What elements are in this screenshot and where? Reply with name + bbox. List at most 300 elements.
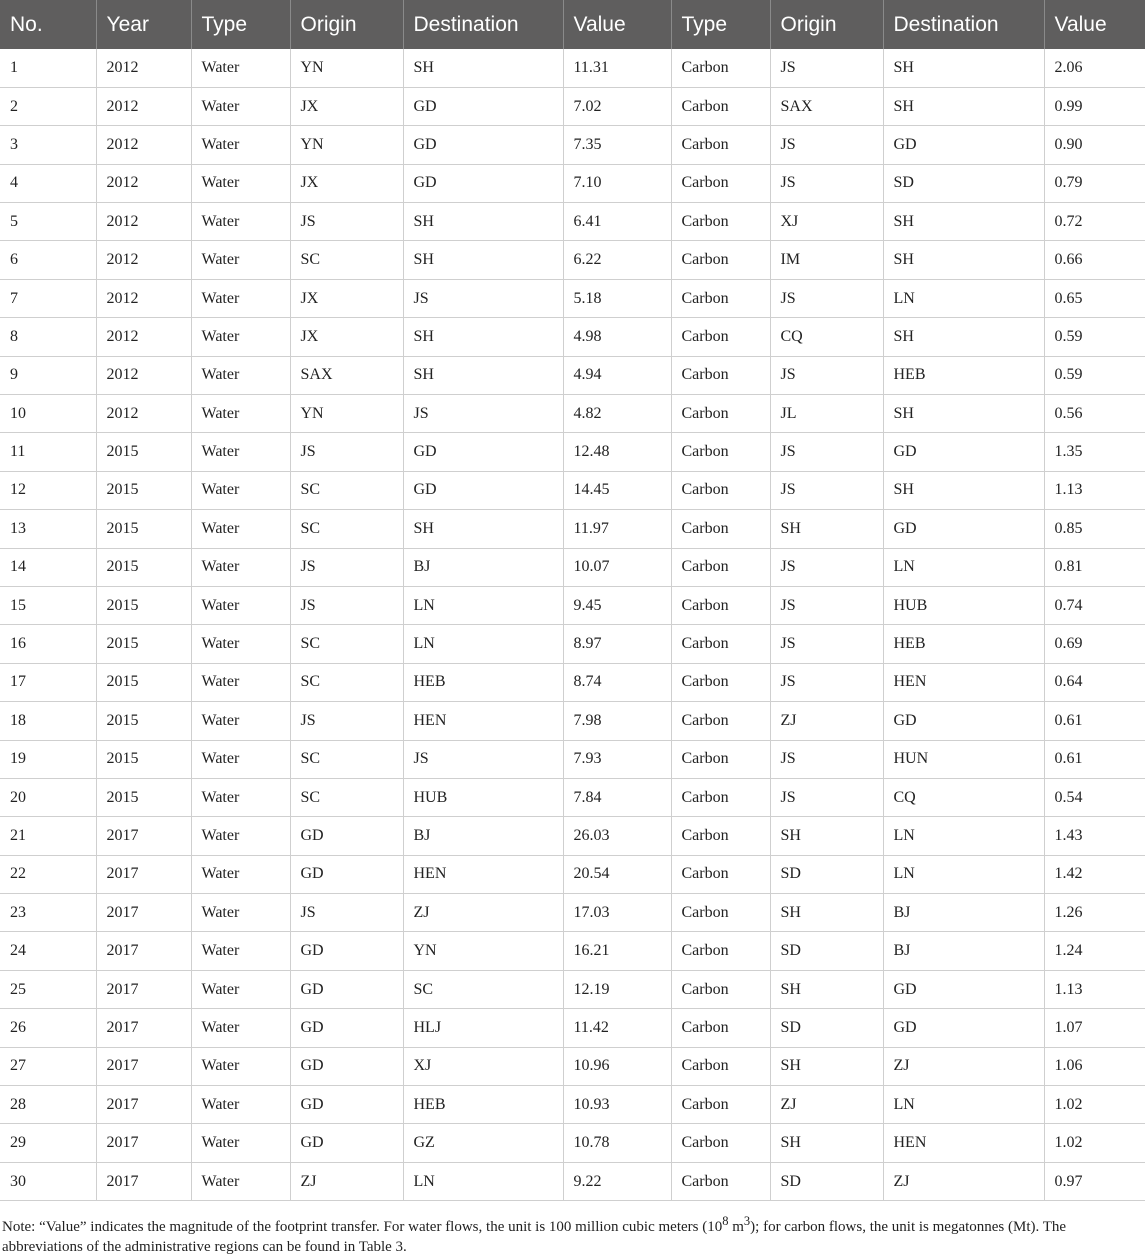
table-cell: 11.31 bbox=[563, 49, 671, 87]
table-cell: ZJ bbox=[403, 894, 563, 932]
table-cell: 10.07 bbox=[563, 548, 671, 586]
table-cell: 0.97 bbox=[1044, 1162, 1145, 1200]
table-cell: 25 bbox=[0, 970, 96, 1008]
table-cell: 19 bbox=[0, 740, 96, 778]
column-header: Destination bbox=[403, 0, 563, 49]
table-cell: 1.24 bbox=[1044, 932, 1145, 970]
table-cell: BJ bbox=[403, 548, 563, 586]
table-cell: Carbon bbox=[671, 817, 770, 855]
table-cell: SH bbox=[403, 318, 563, 356]
table-cell: Water bbox=[191, 740, 290, 778]
table-cell: 4.82 bbox=[563, 395, 671, 433]
table-row bbox=[0, 395, 1145, 433]
table-cell: 8.74 bbox=[563, 663, 671, 701]
table-cell: GD bbox=[290, 932, 403, 970]
table-cell: 7.35 bbox=[563, 126, 671, 164]
table-row bbox=[0, 817, 1145, 855]
table-cell: 2017 bbox=[96, 1047, 191, 1085]
table-cell: 5 bbox=[0, 203, 96, 241]
table-cell: GD bbox=[403, 471, 563, 509]
table-row bbox=[0, 1162, 1145, 1200]
table-cell: 0.64 bbox=[1044, 663, 1145, 701]
table-row bbox=[0, 1009, 1145, 1047]
table-cell: 2015 bbox=[96, 663, 191, 701]
table-cell: SH bbox=[403, 510, 563, 548]
table-cell: Water bbox=[191, 855, 290, 893]
table-cell: GD bbox=[883, 126, 1044, 164]
table-cell: Water bbox=[191, 586, 290, 624]
table-cell: Water bbox=[191, 126, 290, 164]
table-cell: Water bbox=[191, 241, 290, 279]
table-cell: 2012 bbox=[96, 49, 191, 87]
table-cell: Water bbox=[191, 548, 290, 586]
table-cell: JS bbox=[770, 433, 883, 471]
table-cell: 2 bbox=[0, 87, 96, 125]
table-cell: LN bbox=[403, 625, 563, 663]
table-cell: 7.84 bbox=[563, 778, 671, 816]
table-cell: SH bbox=[403, 241, 563, 279]
table-cell: 2015 bbox=[96, 471, 191, 509]
table-cell: SH bbox=[770, 510, 883, 548]
table-cell: 0.65 bbox=[1044, 279, 1145, 317]
table-cell: Water bbox=[191, 510, 290, 548]
table-cell: SH bbox=[883, 49, 1044, 87]
table-note bbox=[0, 1201, 1145, 1257]
table-row bbox=[0, 586, 1145, 624]
table-cell: 26 bbox=[0, 1009, 96, 1047]
table-cell: 1.07 bbox=[1044, 1009, 1145, 1047]
table-row bbox=[0, 87, 1145, 125]
table-cell: HEB bbox=[883, 356, 1044, 394]
table-cell: Water bbox=[191, 1124, 290, 1162]
table-cell: 30 bbox=[0, 1162, 96, 1200]
table-cell: GD bbox=[403, 164, 563, 202]
table-cell: Carbon bbox=[671, 663, 770, 701]
table-cell: HEB bbox=[403, 1086, 563, 1124]
table-cell: LN bbox=[883, 817, 1044, 855]
table-cell: Carbon bbox=[671, 932, 770, 970]
table-cell: 0.54 bbox=[1044, 778, 1145, 816]
table-cell: 10 bbox=[0, 395, 96, 433]
column-header: Year bbox=[96, 0, 191, 49]
table-cell: IM bbox=[770, 241, 883, 279]
table-cell: 2015 bbox=[96, 510, 191, 548]
table-cell: Water bbox=[191, 625, 290, 663]
table-cell: 10.96 bbox=[563, 1047, 671, 1085]
table-cell: 4.94 bbox=[563, 356, 671, 394]
table-cell: Water bbox=[191, 49, 290, 87]
table-cell: 2017 bbox=[96, 894, 191, 932]
table-cell: Carbon bbox=[671, 586, 770, 624]
table-cell: SC bbox=[290, 471, 403, 509]
table-cell: 2015 bbox=[96, 702, 191, 740]
table-cell: SH bbox=[770, 1124, 883, 1162]
table-cell: 9 bbox=[0, 356, 96, 394]
table-cell: LN bbox=[883, 548, 1044, 586]
table-cell: SD bbox=[770, 1009, 883, 1047]
table-cell: GZ bbox=[403, 1124, 563, 1162]
table-cell: GD bbox=[290, 1009, 403, 1047]
table-cell: JS bbox=[770, 279, 883, 317]
table-cell: JS bbox=[290, 548, 403, 586]
table-cell: GD bbox=[403, 433, 563, 471]
table-cell: HEN bbox=[403, 702, 563, 740]
table-cell: JS bbox=[290, 586, 403, 624]
table-cell: 10.78 bbox=[563, 1124, 671, 1162]
table-cell: Water bbox=[191, 87, 290, 125]
table-cell: YN bbox=[290, 49, 403, 87]
table-cell: 2017 bbox=[96, 932, 191, 970]
column-header: Value bbox=[1044, 0, 1145, 49]
table-cell: ZJ bbox=[883, 1047, 1044, 1085]
table-cell: YN bbox=[290, 395, 403, 433]
table-cell: SH bbox=[770, 894, 883, 932]
table-cell: JS bbox=[290, 702, 403, 740]
table-cell: HUB bbox=[403, 778, 563, 816]
table-cell: 0.59 bbox=[1044, 356, 1145, 394]
table-cell: JL bbox=[770, 395, 883, 433]
table-cell: Water bbox=[191, 932, 290, 970]
table-cell: 7.02 bbox=[563, 87, 671, 125]
table-cell: SH bbox=[883, 203, 1044, 241]
table-cell: 0.61 bbox=[1044, 740, 1145, 778]
table-cell: LN bbox=[883, 279, 1044, 317]
column-header: Origin bbox=[770, 0, 883, 49]
table-cell: Carbon bbox=[671, 279, 770, 317]
table-row bbox=[0, 279, 1145, 317]
table-cell: 29 bbox=[0, 1124, 96, 1162]
table-cell: 28 bbox=[0, 1086, 96, 1124]
table-row bbox=[0, 510, 1145, 548]
table-cell: SH bbox=[883, 471, 1044, 509]
table-cell: 9.45 bbox=[563, 586, 671, 624]
table-cell: SC bbox=[290, 510, 403, 548]
table-cell: 2015 bbox=[96, 548, 191, 586]
table-cell: 0.69 bbox=[1044, 625, 1145, 663]
table-cell: GD bbox=[290, 855, 403, 893]
table-cell: 1.06 bbox=[1044, 1047, 1145, 1085]
table-cell: 2012 bbox=[96, 395, 191, 433]
table-cell: LN bbox=[883, 855, 1044, 893]
table-cell: 2012 bbox=[96, 241, 191, 279]
table-cell: JS bbox=[770, 586, 883, 624]
column-header: Value bbox=[563, 0, 671, 49]
table-cell: 0.56 bbox=[1044, 395, 1145, 433]
table-cell: Water bbox=[191, 1009, 290, 1047]
table-cell: 0.90 bbox=[1044, 126, 1145, 164]
table-cell: YN bbox=[403, 932, 563, 970]
table-cell: ZJ bbox=[290, 1162, 403, 1200]
table-row bbox=[0, 894, 1145, 932]
table-cell: JS bbox=[770, 356, 883, 394]
table-cell: 26.03 bbox=[563, 817, 671, 855]
table-cell: 2017 bbox=[96, 1162, 191, 1200]
table-cell: Water bbox=[191, 356, 290, 394]
table-cell: Carbon bbox=[671, 433, 770, 471]
table-cell: YN bbox=[290, 126, 403, 164]
table-cell: 2017 bbox=[96, 970, 191, 1008]
table-cell: 14 bbox=[0, 548, 96, 586]
table-cell: 12 bbox=[0, 471, 96, 509]
table-cell: 11.42 bbox=[563, 1009, 671, 1047]
table-cell: JS bbox=[403, 395, 563, 433]
table-cell: 0.79 bbox=[1044, 164, 1145, 202]
table-cell: GD bbox=[403, 126, 563, 164]
table-cell: HEN bbox=[883, 1124, 1044, 1162]
table-row bbox=[0, 1047, 1145, 1085]
table-cell: SH bbox=[883, 241, 1044, 279]
table-cell: SH bbox=[883, 318, 1044, 356]
table-cell: 12.19 bbox=[563, 970, 671, 1008]
table-cell: GD bbox=[883, 1009, 1044, 1047]
table-cell: 1 bbox=[0, 49, 96, 87]
table-cell: SAX bbox=[770, 87, 883, 125]
table-cell: Carbon bbox=[671, 548, 770, 586]
table-cell: JS bbox=[403, 279, 563, 317]
table-cell: Water bbox=[191, 894, 290, 932]
table-cell: 2012 bbox=[96, 126, 191, 164]
table-cell: Carbon bbox=[671, 855, 770, 893]
table-cell: JX bbox=[290, 279, 403, 317]
note-superscript-exponent: 8 bbox=[722, 1214, 729, 1229]
table-cell: HEB bbox=[883, 625, 1044, 663]
table-cell: 10.93 bbox=[563, 1086, 671, 1124]
table-cell: Carbon bbox=[671, 894, 770, 932]
table-cell: 3 bbox=[0, 126, 96, 164]
table-header-row bbox=[0, 0, 1145, 49]
table-cell: JS bbox=[770, 663, 883, 701]
table-cell: Carbon bbox=[671, 241, 770, 279]
table-cell: 6.22 bbox=[563, 241, 671, 279]
table-cell: JS bbox=[770, 778, 883, 816]
table-cell: Carbon bbox=[671, 87, 770, 125]
note-text-start: Note: “Value” indicates the magnitude of the footprint transfer. For water flows, the unit is 100 million cubic meters (10 bbox=[2, 1219, 723, 1236]
table-cell: 21 bbox=[0, 817, 96, 855]
table-cell: JS bbox=[770, 126, 883, 164]
table-cell: 2012 bbox=[96, 164, 191, 202]
table-cell: 2015 bbox=[96, 586, 191, 624]
table-cell: Carbon bbox=[671, 471, 770, 509]
table-cell: SH bbox=[403, 356, 563, 394]
table-cell: 0.81 bbox=[1044, 548, 1145, 586]
table-cell: 2012 bbox=[96, 279, 191, 317]
table-cell: JS bbox=[290, 433, 403, 471]
table-cell: 0.72 bbox=[1044, 203, 1145, 241]
table-cell: SC bbox=[290, 778, 403, 816]
table-body bbox=[0, 49, 1145, 1201]
table-cell: 0.59 bbox=[1044, 318, 1145, 356]
table-cell: 7.98 bbox=[563, 702, 671, 740]
table-cell: Carbon bbox=[671, 1162, 770, 1200]
table-row bbox=[0, 1086, 1145, 1124]
table-row bbox=[0, 471, 1145, 509]
table-cell: HEN bbox=[883, 663, 1044, 701]
table-cell: Water bbox=[191, 970, 290, 1008]
table-cell: CQ bbox=[883, 778, 1044, 816]
table-cell: 2015 bbox=[96, 778, 191, 816]
table-cell: JX bbox=[290, 164, 403, 202]
table-cell: Carbon bbox=[671, 1047, 770, 1085]
table-row bbox=[0, 663, 1145, 701]
table-cell: SD bbox=[883, 164, 1044, 202]
table-cell: JS bbox=[403, 740, 563, 778]
table-cell: 2012 bbox=[96, 87, 191, 125]
table-cell: 23 bbox=[0, 894, 96, 932]
table-cell: Water bbox=[191, 433, 290, 471]
table-cell: Carbon bbox=[671, 625, 770, 663]
table-cell: SAX bbox=[290, 356, 403, 394]
table-cell: 4.98 bbox=[563, 318, 671, 356]
table-cell: LN bbox=[883, 1086, 1044, 1124]
table-cell: 2017 bbox=[96, 817, 191, 855]
table-cell: 2015 bbox=[96, 433, 191, 471]
table-cell: 17 bbox=[0, 663, 96, 701]
table-cell: GD bbox=[403, 87, 563, 125]
table-row bbox=[0, 318, 1145, 356]
table-cell: Water bbox=[191, 1086, 290, 1124]
table-cell: 2012 bbox=[96, 203, 191, 241]
table-cell: JS bbox=[770, 625, 883, 663]
table-cell: Carbon bbox=[671, 318, 770, 356]
table-cell: JS bbox=[770, 49, 883, 87]
column-header: Type bbox=[191, 0, 290, 49]
table-cell: GD bbox=[290, 1086, 403, 1124]
table-cell: HEB bbox=[403, 663, 563, 701]
column-header: No. bbox=[0, 0, 96, 49]
table-cell: Water bbox=[191, 817, 290, 855]
table-cell: GD bbox=[883, 433, 1044, 471]
table-cell: Water bbox=[191, 318, 290, 356]
table-cell: 18 bbox=[0, 702, 96, 740]
table-cell: ZJ bbox=[883, 1162, 1044, 1200]
table-cell: 11 bbox=[0, 433, 96, 471]
table-cell: 12.48 bbox=[563, 433, 671, 471]
table-cell: 1.13 bbox=[1044, 970, 1145, 1008]
table-cell: HUB bbox=[883, 586, 1044, 624]
column-header: Origin bbox=[290, 0, 403, 49]
table-row bbox=[0, 356, 1145, 394]
table-cell: Carbon bbox=[671, 702, 770, 740]
table-cell: Water bbox=[191, 778, 290, 816]
table-cell: 1.26 bbox=[1044, 894, 1145, 932]
table-cell: 2015 bbox=[96, 740, 191, 778]
table-cell: SH bbox=[770, 817, 883, 855]
table-cell: 0.99 bbox=[1044, 87, 1145, 125]
table-row bbox=[0, 740, 1145, 778]
table-row bbox=[0, 203, 1145, 241]
table-cell: HLJ bbox=[403, 1009, 563, 1047]
table-cell: SC bbox=[290, 740, 403, 778]
table-cell: 16.21 bbox=[563, 932, 671, 970]
table-cell: Carbon bbox=[671, 510, 770, 548]
table-cell: Carbon bbox=[671, 203, 770, 241]
column-header: Destination bbox=[883, 0, 1044, 49]
table-cell: SC bbox=[290, 663, 403, 701]
table-cell: 2012 bbox=[96, 356, 191, 394]
table-cell: BJ bbox=[883, 894, 1044, 932]
table-cell: 20 bbox=[0, 778, 96, 816]
table-cell: 2012 bbox=[96, 318, 191, 356]
table-cell: 2.06 bbox=[1044, 49, 1145, 87]
table-cell: BJ bbox=[883, 932, 1044, 970]
table-cell: CQ bbox=[770, 318, 883, 356]
table-cell: Water bbox=[191, 663, 290, 701]
table-cell: 0.85 bbox=[1044, 510, 1145, 548]
table-cell: 1.42 bbox=[1044, 855, 1145, 893]
table-cell: 13 bbox=[0, 510, 96, 548]
table-row bbox=[0, 778, 1145, 816]
table-row bbox=[0, 625, 1145, 663]
table-cell: Carbon bbox=[671, 1086, 770, 1124]
note-text-end: ); for carbon flows, the unit is megatonnes (Mt). The abbreviations of the administrative regions can be found in Table 3. bbox=[2, 1219, 1067, 1256]
table-cell: 6 bbox=[0, 241, 96, 279]
table-cell: JS bbox=[770, 548, 883, 586]
note-superscript-cubic: 3 bbox=[743, 1214, 751, 1229]
table-cell: JX bbox=[290, 318, 403, 356]
table-cell: JS bbox=[770, 164, 883, 202]
table-cell: Carbon bbox=[671, 395, 770, 433]
table-cell: 1.35 bbox=[1044, 433, 1145, 471]
table-cell: HUN bbox=[883, 740, 1044, 778]
table-cell: 0.61 bbox=[1044, 702, 1145, 740]
table-cell: Water bbox=[191, 471, 290, 509]
table-cell: JS bbox=[770, 740, 883, 778]
table-cell: Carbon bbox=[671, 126, 770, 164]
table-cell: Water bbox=[191, 164, 290, 202]
table-cell: LN bbox=[403, 586, 563, 624]
table-cell: SH bbox=[403, 49, 563, 87]
table-cell: Carbon bbox=[671, 49, 770, 87]
table-cell: JS bbox=[290, 894, 403, 932]
note-text-unit: m bbox=[728, 1219, 744, 1236]
table-cell: SC bbox=[290, 241, 403, 279]
table-cell: 6.41 bbox=[563, 203, 671, 241]
table-cell: Carbon bbox=[671, 356, 770, 394]
table-cell: Water bbox=[191, 279, 290, 317]
table-cell: Carbon bbox=[671, 778, 770, 816]
table-cell: Water bbox=[191, 1047, 290, 1085]
table-cell: 14.45 bbox=[563, 471, 671, 509]
table-row bbox=[0, 932, 1145, 970]
table-cell: SD bbox=[770, 855, 883, 893]
table-row bbox=[0, 433, 1145, 471]
table-cell: SC bbox=[403, 970, 563, 1008]
table-cell: GD bbox=[290, 1047, 403, 1085]
table-row bbox=[0, 1124, 1145, 1162]
table-row bbox=[0, 970, 1145, 1008]
table-cell: JS bbox=[290, 203, 403, 241]
table-cell: 20.54 bbox=[563, 855, 671, 893]
table-cell: GD bbox=[290, 1124, 403, 1162]
table-cell: 7 bbox=[0, 279, 96, 317]
table-cell: 5.18 bbox=[563, 279, 671, 317]
table-cell: Carbon bbox=[671, 1009, 770, 1047]
table-cell: SH bbox=[770, 970, 883, 1008]
table-cell: Water bbox=[191, 1162, 290, 1200]
table-cell: 15 bbox=[0, 586, 96, 624]
table-cell: SC bbox=[290, 625, 403, 663]
table-cell: Water bbox=[191, 395, 290, 433]
table-row bbox=[0, 855, 1145, 893]
table-cell: 1.13 bbox=[1044, 471, 1145, 509]
table-cell: SH bbox=[883, 395, 1044, 433]
table-cell: BJ bbox=[403, 817, 563, 855]
table-cell: Carbon bbox=[671, 1124, 770, 1162]
table-cell: 2017 bbox=[96, 1124, 191, 1162]
table-cell: 2017 bbox=[96, 1009, 191, 1047]
table-row bbox=[0, 126, 1145, 164]
table-cell: Carbon bbox=[671, 970, 770, 1008]
